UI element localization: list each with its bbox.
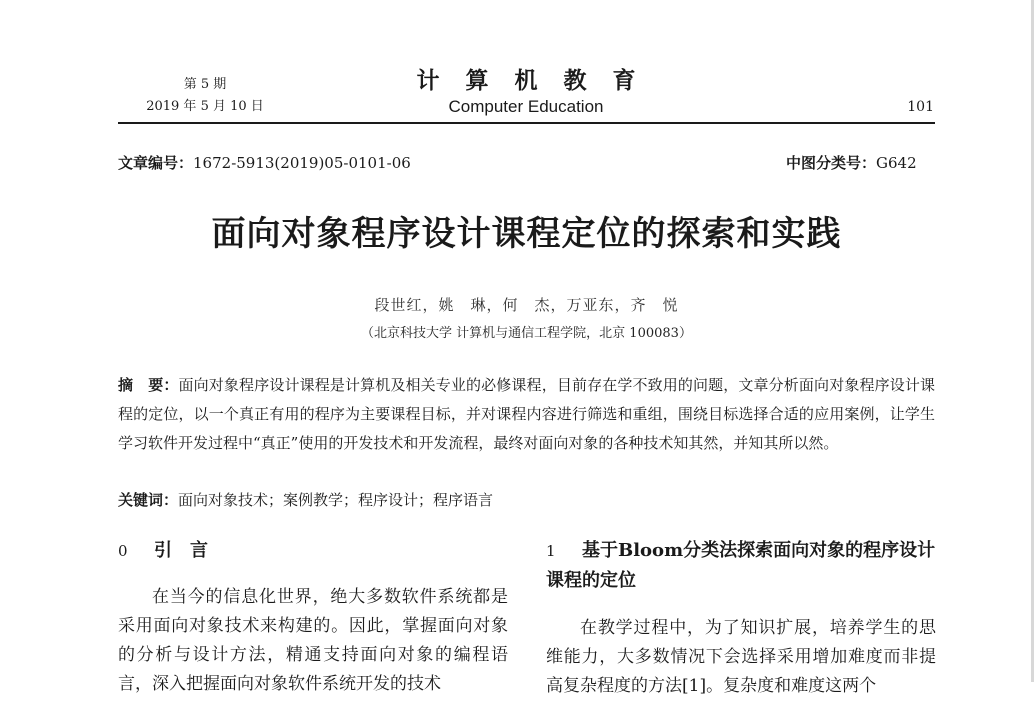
section-number: 1 bbox=[546, 542, 556, 560]
journal-name-cn: 计 算 机 教 育 bbox=[416, 68, 645, 94]
keywords-text: 面向对象技术；案例教学；程序设计；程序语言 bbox=[178, 491, 494, 509]
issue-number: 第 5 期 bbox=[183, 77, 227, 92]
paragraph: 在教学过程中，为了知识扩展，培养学生的思维能力，大多数情况下会选择采用增加难度而非提高复杂程度的方法[1]。复杂度和难度这两个 bbox=[546, 618, 936, 696]
section-number: 0 bbox=[118, 542, 128, 560]
article-number bbox=[118, 152, 411, 174]
section-title: 引言 bbox=[154, 540, 226, 561]
paragraph: 在当今的信息化世界，绝大多数软件系统都是采用面向对象技术来构建的。因此，掌握面向对象的分析与设计方法，精通支持面向对象的编程语言，深入把握面向对象软件系统开发的技术 bbox=[118, 587, 508, 694]
affiliation: （北京科技大学 计算机与通信工程学院，北京 100083） bbox=[361, 326, 692, 341]
keywords bbox=[118, 487, 935, 513]
classification-value: G642 bbox=[876, 154, 917, 172]
page-number: 101 bbox=[907, 99, 934, 115]
section-heading-introduction bbox=[118, 538, 508, 564]
keywords-label: 关键词： bbox=[118, 491, 179, 509]
abstract-text: 面向对象程序设计课程是计算机及相关专业的必修课程，目前存在学不致用的问题，文章分析面向对象程序设计课程的定位，以一个真正有用的程序为主要课程目标，并对课程内容进行筛选和重组，围绕目标选择合适的应用案例，让学生学习软件开发过程中“真正”使用的开发技术和开发流程，最终对面向对象的各种技术知其然，并知其所以然。 bbox=[118, 376, 935, 452]
article-number-value: 1672-5913(2019)05-0101-06 bbox=[193, 154, 411, 172]
article-number-label: 文章编号： bbox=[118, 154, 194, 172]
header-rule bbox=[118, 122, 935, 124]
section-title: 基于Bloom分类法探索面向对象的程序设计课程的定位 bbox=[546, 540, 936, 591]
journal-name-en: Computer Education bbox=[448, 97, 604, 116]
authors: 段世红，姚 琳，何 杰，万亚东，齐 悦 bbox=[374, 296, 679, 314]
issue-date: 2019 年 5 月 10 日 bbox=[146, 99, 264, 114]
abstract-label: 摘 要： bbox=[118, 376, 179, 394]
section-heading-bloom bbox=[546, 536, 938, 596]
issue-info bbox=[120, 74, 290, 118]
body-column-right bbox=[546, 614, 936, 701]
classification-label: 中图分类号： bbox=[786, 154, 877, 172]
classification-number bbox=[786, 152, 917, 174]
paper-title: 面向对象程序设计课程定位的探索和实践 bbox=[211, 214, 842, 254]
abstract bbox=[118, 371, 935, 458]
journal-name bbox=[380, 66, 672, 118]
